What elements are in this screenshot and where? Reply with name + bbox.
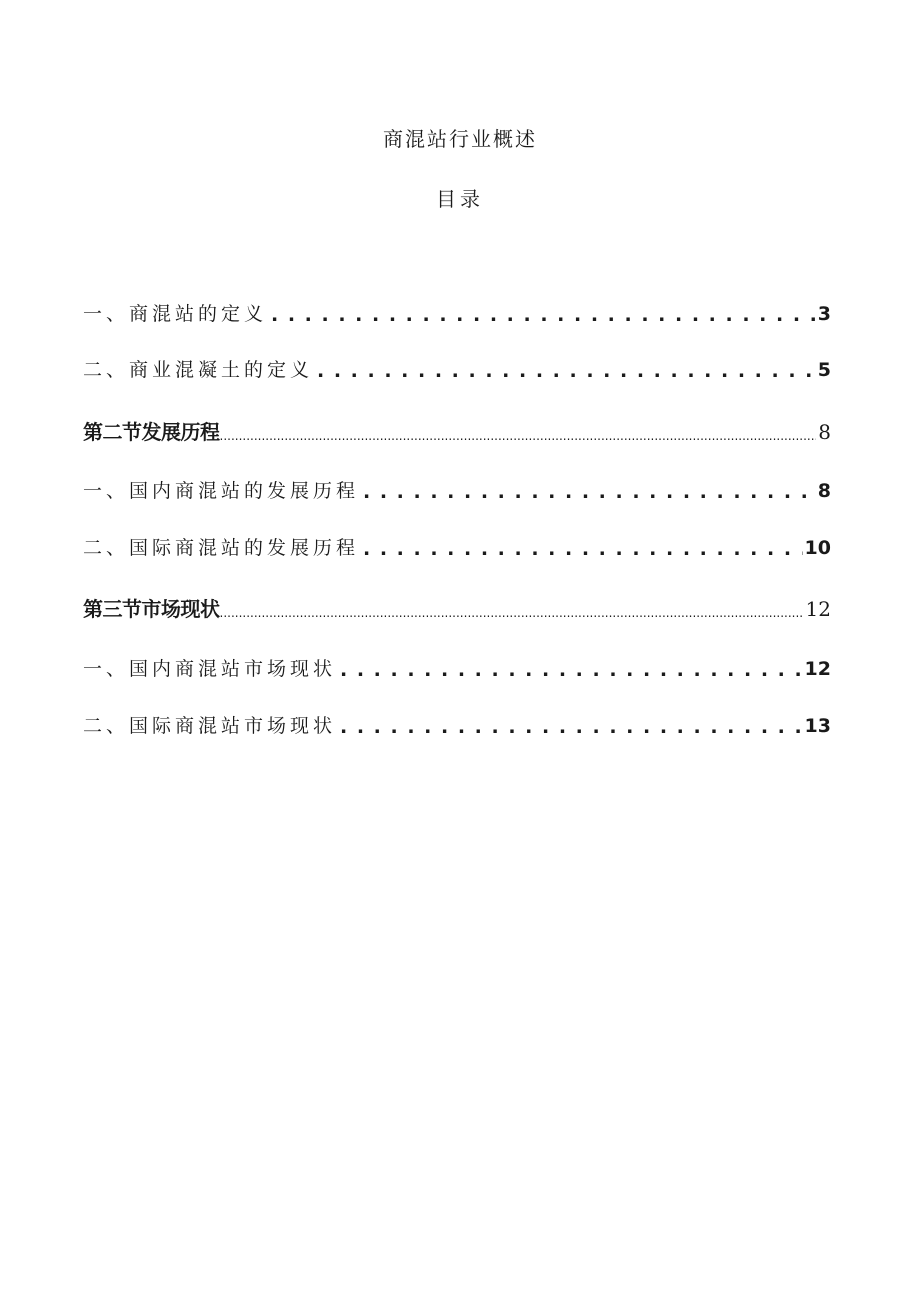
toc-heading: 目录 [436, 187, 484, 211]
toc-entry-page: 13 [804, 715, 831, 737]
toc-dot-leader [220, 595, 804, 623]
toc-entry-page: 3 [817, 303, 831, 325]
toc-entry-label: 二、商业混凝土的定义 [83, 359, 314, 381]
toc-dot-leader [359, 534, 803, 562]
toc-entry[interactable] [83, 649, 831, 683]
toc-entry[interactable] [83, 350, 831, 384]
toc-entry-label: 一、商混站的定义 [83, 303, 268, 325]
toc-entry-page: 8 [818, 420, 831, 444]
toc-entry[interactable] [83, 294, 831, 328]
toc-entry-label: 二、国际商混站的发展历程 [83, 537, 360, 559]
toc-entry[interactable] [83, 706, 831, 740]
toc-dot-leader [336, 712, 803, 740]
toc-entry[interactable] [83, 471, 831, 505]
toc-dot-leader [220, 418, 817, 446]
document-title: 商混站行业概述 [383, 127, 537, 151]
toc-dot-leader [267, 300, 816, 328]
toc-dot-leader [336, 655, 803, 683]
toc-entry-page: 10 [804, 537, 831, 559]
toc-entry-page: 12 [804, 658, 831, 680]
toc-section-entry[interactable] [83, 589, 831, 623]
toc-section-label: 第二节发展历程 [83, 420, 220, 444]
toc-entry-page: 12 [805, 597, 831, 621]
toc-dot-leader [359, 477, 816, 505]
toc-entry-label: 二、国际商混站市场现状 [83, 715, 337, 737]
toc-section-entry[interactable] [83, 412, 831, 446]
toc-entry-page: 5 [817, 359, 831, 381]
toc-entry-label: 一、国内商混站的发展历程 [83, 480, 360, 502]
toc-entry[interactable] [83, 528, 831, 562]
toc-dot-leader [313, 356, 816, 384]
toc-entry-label: 一、国内商混站市场现状 [83, 658, 337, 680]
toc-section-label: 第三节市场现状 [83, 597, 220, 621]
toc-entry-page: 8 [817, 480, 831, 502]
